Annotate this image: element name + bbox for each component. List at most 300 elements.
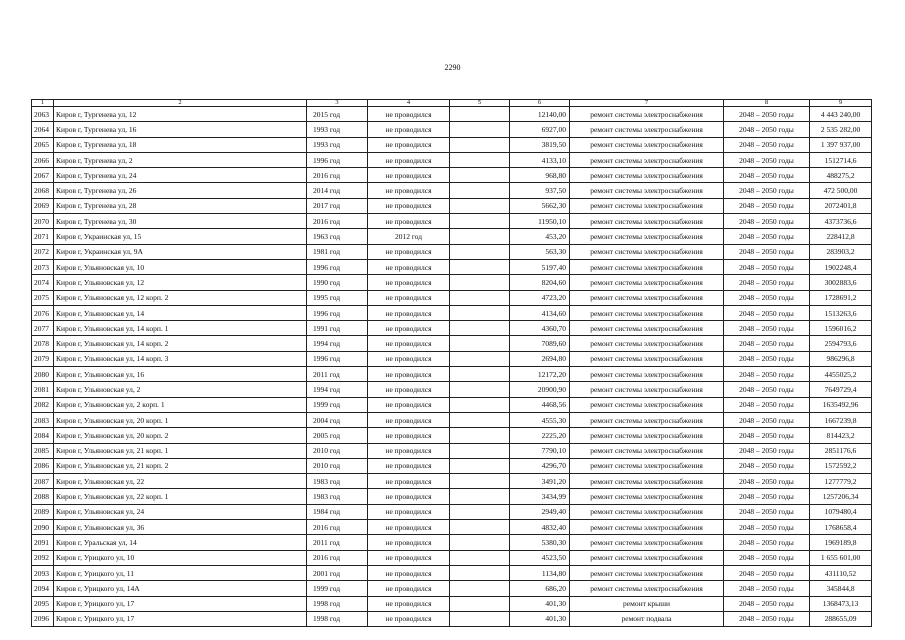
cell-period: 2048 – 2050 годы — [724, 520, 810, 535]
cell-last-repair: не проводился — [368, 198, 450, 213]
cell-period: 2048 – 2050 годы — [724, 259, 810, 274]
cell-period: 2048 – 2050 годы — [724, 351, 810, 366]
cell-work-type: ремонт подвала — [570, 611, 724, 626]
cell-address: Киров г, Ульяновская ул, 21 корп. 2 — [54, 458, 307, 473]
cell-empty-col — [450, 275, 510, 290]
cell-period: 2048 – 2050 годы — [724, 152, 810, 167]
cell-address: Киров г, Ульяновская ул, 22 корп. 1 — [54, 489, 307, 504]
cell-empty-col — [450, 259, 510, 274]
cell-address: Киров г, Ульяновская ул, 2 корп. 1 — [54, 397, 307, 412]
cell-area: 4360,70 — [510, 321, 570, 336]
cell-period: 2048 – 2050 годы — [724, 565, 810, 580]
table-row — [32, 489, 872, 504]
table-row — [32, 397, 872, 412]
cell-empty-col — [450, 535, 510, 550]
cell-empty-col — [450, 107, 510, 122]
cell-area: 7790,10 — [510, 443, 570, 458]
repair-schedule-table — [31, 99, 872, 627]
cell-area: 968,80 — [510, 168, 570, 183]
cell-row-number: 2075 — [32, 290, 54, 305]
cell-cost: 4 443 240,00 — [810, 107, 872, 122]
table-row — [32, 565, 872, 580]
table-row — [32, 428, 872, 443]
cell-empty-col — [450, 244, 510, 259]
cell-area: 2694,80 — [510, 351, 570, 366]
cell-cost: 2 535 282,00 — [810, 122, 872, 137]
cell-period: 2048 – 2050 годы — [724, 107, 810, 122]
cell-cost: 1596016,2 — [810, 321, 872, 336]
cell-empty-col — [450, 504, 510, 519]
cell-address: Киров г, Тургенева ул, 2 — [54, 152, 307, 167]
cell-cost: 2072401,8 — [810, 198, 872, 213]
cell-last-repair: не проводился — [368, 443, 450, 458]
table-row — [32, 596, 872, 611]
cell-work-type: ремонт системы электроснабжения — [570, 474, 724, 489]
table-row — [32, 107, 872, 122]
cell-period: 2048 – 2050 годы — [724, 137, 810, 152]
table-row — [32, 412, 872, 427]
table-row — [32, 305, 872, 320]
cell-last-repair: не проводился — [368, 596, 450, 611]
cell-empty-col — [450, 428, 510, 443]
cell-period: 2048 – 2050 годы — [724, 412, 810, 427]
table-row — [32, 367, 872, 382]
cell-last-repair: не проводился — [368, 581, 450, 596]
cell-address: Киров г, Тургенева ул, 30 — [54, 214, 307, 229]
cell-work-type: ремонт системы электроснабжения — [570, 520, 724, 535]
cell-empty-col — [450, 443, 510, 458]
cell-cost: 1512714,6 — [810, 152, 872, 167]
cell-last-repair: не проводился — [368, 168, 450, 183]
cell-cost: 228412,8 — [810, 229, 872, 244]
cell-area: 7089,60 — [510, 336, 570, 351]
column-number-row — [32, 100, 872, 107]
cell-build-year: 2004 год — [307, 412, 368, 427]
cell-area: 4832,40 — [510, 520, 570, 535]
cell-build-year: 1983 год — [307, 489, 368, 504]
cell-row-number: 2095 — [32, 596, 54, 611]
cell-row-number: 2078 — [32, 336, 54, 351]
cell-last-repair: не проводился — [368, 321, 450, 336]
cell-build-year: 1996 год — [307, 305, 368, 320]
cell-work-type: ремонт системы электроснабжения — [570, 397, 724, 412]
cell-work-type: ремонт системы электроснабжения — [570, 152, 724, 167]
table-row — [32, 520, 872, 535]
cell-area: 5380,30 — [510, 535, 570, 550]
column-header-8: 8 — [724, 100, 810, 107]
cell-period: 2048 – 2050 годы — [724, 382, 810, 397]
cell-area: 3434,99 — [510, 489, 570, 504]
cell-cost: 1768658,4 — [810, 520, 872, 535]
table-row — [32, 581, 872, 596]
cell-work-type: ремонт системы электроснабжения — [570, 244, 724, 259]
cell-area: 2225,20 — [510, 428, 570, 443]
cell-address: Киров г, Ульяновская ул, 14 корп. 1 — [54, 321, 307, 336]
cell-period: 2048 – 2050 годы — [724, 504, 810, 519]
cell-empty-col — [450, 305, 510, 320]
cell-period: 2048 – 2050 годы — [724, 198, 810, 213]
cell-address: Киров г, Ульяновская ул, 12 корп. 2 — [54, 290, 307, 305]
cell-last-repair: не проводился — [368, 489, 450, 504]
cell-area: 8204,60 — [510, 275, 570, 290]
cell-period: 2048 – 2050 годы — [724, 596, 810, 611]
page-number: 2290 — [444, 63, 461, 72]
cell-area: 563,30 — [510, 244, 570, 259]
cell-last-repair: не проводился — [368, 214, 450, 229]
cell-address: Киров г, Тургенева ул, 26 — [54, 183, 307, 198]
column-header-2: 2 — [54, 100, 307, 107]
cell-area: 4468,56 — [510, 397, 570, 412]
column-header-5: 5 — [450, 100, 510, 107]
cell-address: Киров г, Ульяновская ул, 14 корп. 2 — [54, 336, 307, 351]
cell-area: 12172,20 — [510, 367, 570, 382]
cell-cost: 7649729,4 — [810, 382, 872, 397]
cell-area: 4523,50 — [510, 550, 570, 565]
cell-row-number: 2077 — [32, 321, 54, 336]
cell-address: Киров г, Тургенева ул, 12 — [54, 107, 307, 122]
cell-empty-col — [450, 581, 510, 596]
cell-period: 2048 – 2050 годы — [724, 321, 810, 336]
cell-address: Киров г, Тургенева ул, 24 — [54, 168, 307, 183]
cell-cost: 986296,8 — [810, 351, 872, 366]
table-row — [32, 137, 872, 152]
cell-work-type: ремонт системы электроснабжения — [570, 122, 724, 137]
cell-period: 2048 – 2050 годы — [724, 550, 810, 565]
cell-period: 2048 – 2050 годы — [724, 122, 810, 137]
column-header-4: 4 — [368, 100, 450, 107]
cell-empty-col — [450, 152, 510, 167]
cell-cost: 2851176,6 — [810, 443, 872, 458]
cell-empty-col — [450, 596, 510, 611]
cell-empty-col — [450, 489, 510, 504]
cell-area: 20900,90 — [510, 382, 570, 397]
cell-cost: 814423,2 — [810, 428, 872, 443]
cell-cost: 1257206,34 — [810, 489, 872, 504]
cell-empty-col — [450, 137, 510, 152]
cell-cost: 1572592,2 — [810, 458, 872, 473]
cell-last-repair: не проводился — [368, 611, 450, 626]
cell-cost: 3002883,6 — [810, 275, 872, 290]
cell-empty-col — [450, 458, 510, 473]
cell-area: 401,30 — [510, 611, 570, 626]
cell-row-number: 2091 — [32, 535, 54, 550]
cell-cost: 1277779,2 — [810, 474, 872, 489]
cell-empty-col — [450, 229, 510, 244]
cell-build-year: 2016 год — [307, 168, 368, 183]
cell-area: 4723,20 — [510, 290, 570, 305]
cell-row-number: 2090 — [32, 520, 54, 535]
cell-work-type: ремонт системы электроснабжения — [570, 321, 724, 336]
cell-cost: 1368473,13 — [810, 596, 872, 611]
cell-area: 12140,00 — [510, 107, 570, 122]
column-header-9: 9 — [810, 100, 872, 107]
cell-build-year: 1993 год — [307, 122, 368, 137]
table-row — [32, 183, 872, 198]
cell-build-year: 2001 год — [307, 565, 368, 580]
cell-period: 2048 – 2050 годы — [724, 229, 810, 244]
cell-area: 4555,30 — [510, 412, 570, 427]
cell-last-repair: не проводился — [368, 535, 450, 550]
cell-area: 3491,20 — [510, 474, 570, 489]
cell-last-repair: не проводился — [368, 474, 450, 489]
table-row — [32, 244, 872, 259]
cell-work-type: ремонт системы электроснабжения — [570, 565, 724, 580]
cell-empty-col — [450, 367, 510, 382]
cell-cost: 1079480,4 — [810, 504, 872, 519]
cell-empty-col — [450, 168, 510, 183]
table-body — [32, 107, 872, 627]
cell-cost: 2594793,6 — [810, 336, 872, 351]
cell-work-type: ремонт системы электроснабжения — [570, 382, 724, 397]
cell-empty-col — [450, 321, 510, 336]
cell-area: 5197,40 — [510, 259, 570, 274]
cell-row-number: 2083 — [32, 412, 54, 427]
cell-empty-col — [450, 474, 510, 489]
cell-period: 2048 – 2050 годы — [724, 183, 810, 198]
cell-work-type: ремонт системы электроснабжения — [570, 458, 724, 473]
cell-address: Киров г, Ульяновская ул, 14 — [54, 305, 307, 320]
cell-build-year: 2015 год — [307, 107, 368, 122]
cell-last-repair: не проводился — [368, 382, 450, 397]
cell-row-number: 2092 — [32, 550, 54, 565]
cell-cost: 472 500,00 — [810, 183, 872, 198]
cell-work-type: ремонт системы электроснабжения — [570, 137, 724, 152]
cell-row-number: 2079 — [32, 351, 54, 366]
cell-row-number: 2067 — [32, 168, 54, 183]
cell-row-number: 2065 — [32, 137, 54, 152]
cell-build-year: 2017 год — [307, 198, 368, 213]
cell-period: 2048 – 2050 годы — [724, 305, 810, 320]
table-row — [32, 259, 872, 274]
cell-work-type: ремонт системы электроснабжения — [570, 275, 724, 290]
cell-last-repair: не проводился — [368, 259, 450, 274]
cell-build-year: 1984 год — [307, 504, 368, 519]
cell-address: Киров г, Украинская ул, 9А — [54, 244, 307, 259]
cell-build-year: 1994 год — [307, 382, 368, 397]
table-row — [32, 443, 872, 458]
cell-work-type: ремонт системы электроснабжения — [570, 183, 724, 198]
cell-row-number: 2076 — [32, 305, 54, 320]
cell-work-type: ремонт системы электроснабжения — [570, 550, 724, 565]
cell-work-type: ремонт системы электроснабжения — [570, 214, 724, 229]
cell-address: Киров г, Тургенева ул, 28 — [54, 198, 307, 213]
cell-period: 2048 – 2050 годы — [724, 367, 810, 382]
cell-empty-col — [450, 412, 510, 427]
cell-build-year: 1993 год — [307, 137, 368, 152]
cell-address: Киров г, Ульяновская ул, 20 корп. 2 — [54, 428, 307, 443]
cell-address: Киров г, Тургенева ул, 16 — [54, 122, 307, 137]
cell-build-year: 2011 год — [307, 535, 368, 550]
cell-last-repair: не проводился — [368, 412, 450, 427]
cell-address: Киров г, Урицкого ул, 11 — [54, 565, 307, 580]
cell-area: 3819,50 — [510, 137, 570, 152]
cell-area: 4134,60 — [510, 305, 570, 320]
cell-build-year: 2010 год — [307, 458, 368, 473]
table-row — [32, 351, 872, 366]
cell-build-year: 1995 год — [307, 290, 368, 305]
cell-period: 2048 – 2050 годы — [724, 489, 810, 504]
cell-row-number: 2063 — [32, 107, 54, 122]
cell-row-number: 2069 — [32, 198, 54, 213]
cell-row-number: 2085 — [32, 443, 54, 458]
cell-cost: 4455025,2 — [810, 367, 872, 382]
cell-row-number: 2088 — [32, 489, 54, 504]
cell-period: 2048 – 2050 годы — [724, 428, 810, 443]
cell-work-type: ремонт системы электроснабжения — [570, 367, 724, 382]
cell-last-repair: не проводился — [368, 275, 450, 290]
column-header-1: 1 — [32, 100, 54, 107]
cell-build-year: 1996 год — [307, 259, 368, 274]
cell-build-year: 1990 год — [307, 275, 368, 290]
cell-address: Киров г, Ульяновская ул, 22 — [54, 474, 307, 489]
cell-build-year: 1991 год — [307, 321, 368, 336]
cell-empty-col — [450, 611, 510, 626]
column-header-7: 7 — [570, 100, 724, 107]
table-row — [32, 275, 872, 290]
cell-address: Киров г, Урицкого ул, 10 — [54, 550, 307, 565]
cell-cost: 1667239,8 — [810, 412, 872, 427]
cell-work-type: ремонт системы электроснабжения — [570, 489, 724, 504]
cell-row-number: 2080 — [32, 367, 54, 382]
cell-period: 2048 – 2050 годы — [724, 214, 810, 229]
cell-cost: 345844,8 — [810, 581, 872, 596]
cell-period: 2048 – 2050 годы — [724, 244, 810, 259]
cell-area: 686,20 — [510, 581, 570, 596]
cell-area: 453,20 — [510, 229, 570, 244]
cell-address: Киров г, Ульяновская ул, 2 — [54, 382, 307, 397]
table-row — [32, 550, 872, 565]
cell-address: Киров г, Урицкого ул, 17 — [54, 596, 307, 611]
cell-area: 2949,40 — [510, 504, 570, 519]
cell-empty-col — [450, 290, 510, 305]
cell-period: 2048 – 2050 годы — [724, 581, 810, 596]
cell-empty-col — [450, 214, 510, 229]
cell-row-number: 2087 — [32, 474, 54, 489]
cell-period: 2048 – 2050 годы — [724, 275, 810, 290]
cell-row-number: 2094 — [32, 581, 54, 596]
cell-work-type: ремонт системы электроснабжения — [570, 336, 724, 351]
cell-row-number: 2096 — [32, 611, 54, 626]
cell-build-year: 1996 год — [307, 351, 368, 366]
cell-address: Киров г, Урицкого ул, 17 — [54, 611, 307, 626]
table-row — [32, 321, 872, 336]
cell-row-number: 2084 — [32, 428, 54, 443]
column-header-3: 3 — [307, 100, 368, 107]
cell-empty-col — [450, 351, 510, 366]
cell-address: Киров г, Ульяновская ул, 20 корп. 1 — [54, 412, 307, 427]
cell-area: 937,50 — [510, 183, 570, 198]
table-row — [32, 458, 872, 473]
cell-work-type: ремонт системы электроснабжения — [570, 259, 724, 274]
cell-cost: 1513263,6 — [810, 305, 872, 320]
table-row — [32, 152, 872, 167]
cell-build-year: 1999 год — [307, 581, 368, 596]
cell-period: 2048 – 2050 годы — [724, 535, 810, 550]
table-row — [32, 168, 872, 183]
cell-row-number: 2070 — [32, 214, 54, 229]
cell-cost: 1 655 601,00 — [810, 550, 872, 565]
cell-period: 2048 – 2050 годы — [724, 290, 810, 305]
cell-row-number: 2089 — [32, 504, 54, 519]
cell-period: 2048 – 2050 годы — [724, 336, 810, 351]
cell-build-year: 2005 год — [307, 428, 368, 443]
cell-build-year: 1999 год — [307, 397, 368, 412]
table-row — [32, 122, 872, 137]
cell-row-number: 2072 — [32, 244, 54, 259]
cell-work-type: ремонт системы электроснабжения — [570, 229, 724, 244]
cell-empty-col — [450, 336, 510, 351]
cell-row-number: 2071 — [32, 229, 54, 244]
cell-last-repair: не проводился — [368, 107, 450, 122]
cell-cost: 288655,09 — [810, 611, 872, 626]
cell-last-repair: не проводился — [368, 152, 450, 167]
cell-area: 4296,70 — [510, 458, 570, 473]
cell-area: 401,30 — [510, 596, 570, 611]
cell-area: 6927,00 — [510, 122, 570, 137]
cell-build-year: 2011 год — [307, 367, 368, 382]
cell-work-type: ремонт системы электроснабжения — [570, 412, 724, 427]
cell-last-repair: не проводился — [368, 290, 450, 305]
cell-build-year: 2014 год — [307, 183, 368, 198]
cell-row-number: 2073 — [32, 259, 54, 274]
cell-address: Киров г, Ульяновская ул, 12 — [54, 275, 307, 290]
cell-row-number: 2068 — [32, 183, 54, 198]
table-row — [32, 611, 872, 626]
cell-row-number: 2093 — [32, 565, 54, 580]
cell-work-type: ремонт системы электроснабжения — [570, 428, 724, 443]
cell-work-type: ремонт системы электроснабжения — [570, 168, 724, 183]
table-row — [32, 229, 872, 244]
cell-last-repair: не проводился — [368, 183, 450, 198]
cell-address: Киров г, Ульяновская ул, 10 — [54, 259, 307, 274]
cell-build-year: 1981 год — [307, 244, 368, 259]
table-row — [32, 382, 872, 397]
cell-address: Киров г, Ульяновская ул, 16 — [54, 367, 307, 382]
cell-last-repair: не проводился — [368, 504, 450, 519]
cell-last-repair: не проводился — [368, 458, 450, 473]
cell-cost: 1969189,8 — [810, 535, 872, 550]
cell-work-type: ремонт системы электроснабжения — [570, 443, 724, 458]
cell-build-year: 1983 год — [307, 474, 368, 489]
cell-address: Киров г, Урицкого ул, 14А — [54, 581, 307, 596]
cell-period: 2048 – 2050 годы — [724, 443, 810, 458]
cell-last-repair: не проводился — [368, 367, 450, 382]
cell-empty-col — [450, 565, 510, 580]
cell-area: 1134,80 — [510, 565, 570, 580]
cell-row-number: 2064 — [32, 122, 54, 137]
cell-last-repair: не проводился — [368, 565, 450, 580]
cell-last-repair: не проводился — [368, 305, 450, 320]
table-row — [32, 198, 872, 213]
cell-cost: 1728691,2 — [810, 290, 872, 305]
cell-area: 5662,30 — [510, 198, 570, 213]
cell-address: Киров г, Ульяновская ул, 21 корп. 1 — [54, 443, 307, 458]
cell-work-type: ремонт системы электроснабжения — [570, 504, 724, 519]
cell-last-repair: не проводился — [368, 244, 450, 259]
cell-cost: 4373736,6 — [810, 214, 872, 229]
column-header-6: 6 — [510, 100, 570, 107]
cell-build-year: 2016 год — [307, 550, 368, 565]
cell-work-type: ремонт системы электроснабжения — [570, 351, 724, 366]
cell-build-year: 1994 год — [307, 336, 368, 351]
cell-last-repair: не проводился — [368, 351, 450, 366]
table-row — [32, 214, 872, 229]
table-row — [32, 290, 872, 305]
cell-work-type: ремонт системы электроснабжения — [570, 107, 724, 122]
cell-work-type: ремонт системы электроснабжения — [570, 198, 724, 213]
table-row — [32, 504, 872, 519]
cell-period: 2048 – 2050 годы — [724, 458, 810, 473]
